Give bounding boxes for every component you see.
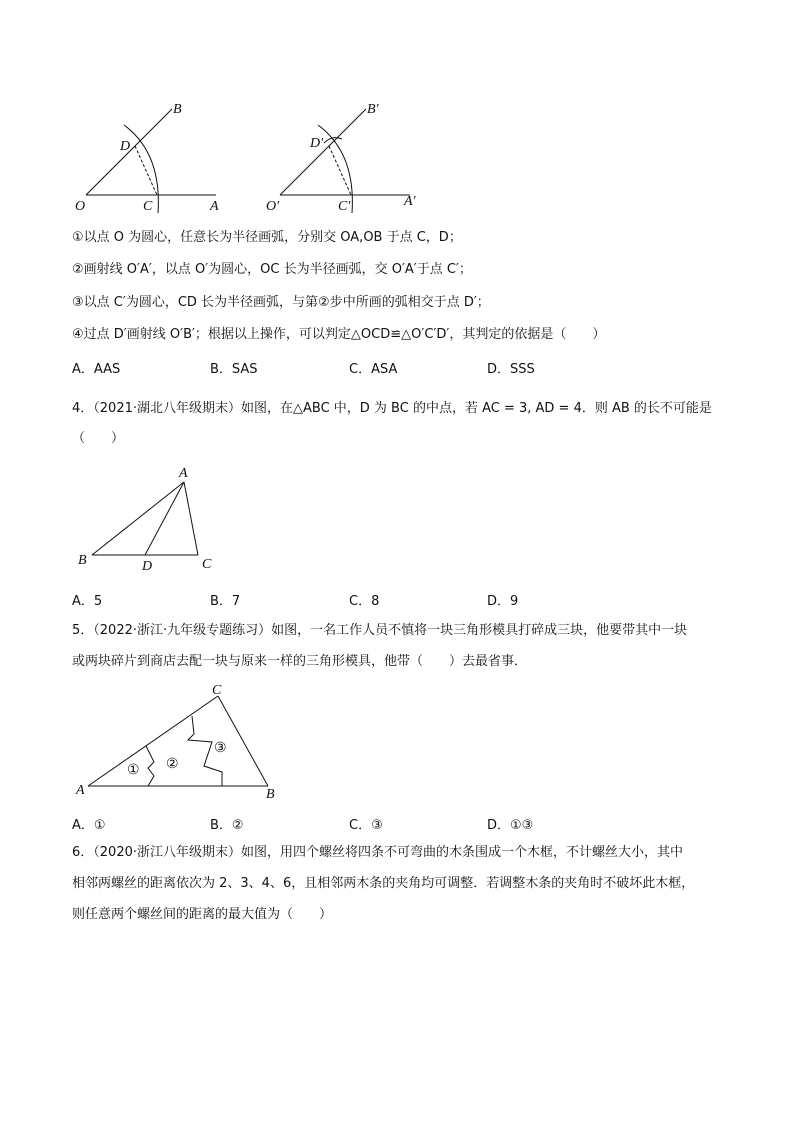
label-o-prime: O′ — [266, 199, 280, 214]
q6-line2: 相邻两螺丝的距离依次为 2、3、4、6，且相邻两木条的夹角均可调整．若调整木条的夹角时不破坏此木框， — [72, 876, 695, 891]
label-b-prime: B′ — [367, 102, 379, 117]
label-c: C — [212, 683, 222, 698]
q4-option-a[interactable]: A．5 — [72, 594, 103, 609]
q4-line1: 4．（2021·湖北八年级期末）如图，在△ABC 中，D 为 BC 的中点，若 AC = 3, AD = 4．则 AB 的长不可能是 — [72, 401, 712, 416]
label-a: A — [76, 783, 85, 798]
dashed-cd — [135, 146, 157, 195]
label-a-prime: A′ — [404, 194, 416, 209]
piece-label-1: ① — [127, 763, 140, 778]
label-b: B — [266, 787, 275, 802]
ray-o2b2 — [280, 109, 366, 195]
piece-label-2: ② — [166, 757, 179, 772]
q3-option-c[interactable]: C．ASA — [349, 362, 398, 377]
median-ad — [145, 482, 184, 555]
q6-line3: 则任意两个螺丝间的距离的最大值为（ ） — [72, 907, 333, 922]
dashed-c2d2 — [329, 146, 351, 195]
q5-option-b[interactable]: B．② — [210, 818, 244, 833]
q4-option-d[interactable]: D．9 — [487, 594, 519, 609]
q4-option-b[interactable]: B．7 — [210, 594, 241, 609]
q3-step1: ①以点 O 为圆心，任意长为半径画弧，分别交 OA,OB 于点 C，D； — [72, 230, 462, 245]
q5-option-c[interactable]: C．③ — [349, 818, 383, 833]
label-a: A — [210, 199, 219, 214]
label-d: D — [142, 559, 153, 574]
q5-option-a[interactable]: A．① — [72, 818, 106, 833]
label-d-prime: D′ — [310, 136, 324, 151]
piece-label-3: ③ — [214, 741, 227, 756]
label-c-prime: C′ — [338, 199, 351, 214]
q5-line1: 5．（2022·浙江·九年级专题练习）如图，一名工作人员不慎将一块三角形模具打碎成三块，他要带其中一块 — [72, 623, 688, 638]
q5-option-d[interactable]: D．①③ — [487, 818, 534, 833]
label-b: B — [78, 553, 87, 568]
q3-step4: ④过点 D′画射线 O′B′；根据以上操作，可以判定△OCD≌△O′C′D′，其判定的依据是（ ） — [72, 327, 606, 342]
construction-figure — [60, 95, 440, 220]
label-c: C — [202, 557, 212, 572]
q4-line2: （ ） — [72, 431, 125, 446]
label-b: B — [173, 102, 182, 117]
label-d: D — [120, 139, 131, 154]
q5-line2: 或两块碎片到商店去配一块与原来一样的三角形模具，他带（ ）去最省事． — [72, 654, 528, 669]
side-ab — [92, 482, 184, 555]
q6-line1: 6．（2020·浙江八年级期末）如图，用四个螺丝将四条不可弯曲的木条围成一个木框，不计螺丝大小，其中 — [72, 845, 683, 860]
label-c: C — [143, 199, 153, 214]
crack-1 — [146, 746, 154, 786]
q3-step3: ③以点 C′为圆心，CD 长为半径画弧，与第②步中所画的弧相交于点 D′； — [72, 295, 490, 310]
label-o: O — [75, 199, 86, 214]
q4-option-c[interactable]: C．8 — [349, 594, 380, 609]
side-ac — [184, 482, 198, 555]
q3-option-b[interactable]: B．SAS — [210, 362, 258, 377]
q3-option-d[interactable]: D．SSS — [487, 362, 535, 377]
q3-option-a[interactable]: A．AAS — [72, 362, 121, 377]
q5-broken-triangle-figure — [72, 682, 292, 802]
label-a: A — [179, 466, 188, 481]
q3-step2: ②画射线 O′A′，以点 O′为圆心，OC 长为半径画弧，交 O′A′于点 C′； — [72, 262, 472, 277]
q4-triangle-figure — [72, 460, 232, 575]
